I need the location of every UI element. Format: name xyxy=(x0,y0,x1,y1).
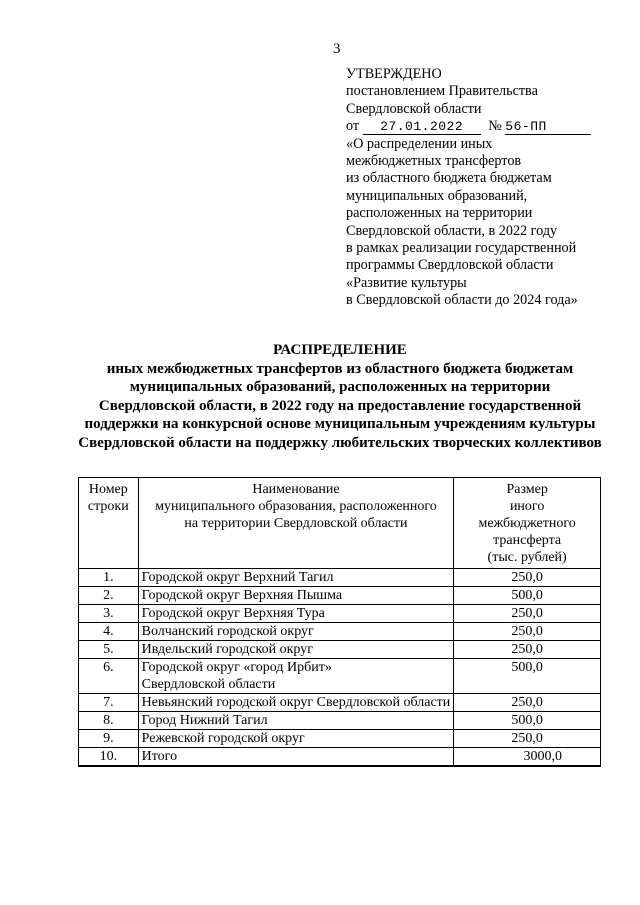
row-amount: 250,0 xyxy=(454,730,601,748)
row-number: 9. xyxy=(79,730,139,748)
row-name: Городской округ «город Ирбит» Свердловской области xyxy=(138,659,454,694)
row-number: 2. xyxy=(79,587,139,605)
heading-line: поддержки на конкурсной основе муниципальным учреждениям культуры xyxy=(84,416,596,432)
approval-date-line xyxy=(346,118,626,135)
row-number: 1. xyxy=(79,569,139,587)
row-name: Невьянский городской округ Свердловской области xyxy=(138,694,454,712)
subject-line: программы Свердловской области xyxy=(346,257,554,274)
row-name: Волчанский городской округ xyxy=(138,623,454,641)
row-name: Ивдельский городской округ xyxy=(138,641,454,659)
row-name: Режевской городской округ xyxy=(138,730,454,748)
page-number: 3 xyxy=(333,41,341,57)
row-amount: 500,0 xyxy=(454,712,601,730)
table-row xyxy=(79,730,601,748)
row-amount: 250,0 xyxy=(454,641,601,659)
number-prefix: № xyxy=(488,118,502,135)
table-row xyxy=(79,694,601,712)
row-amount: 250,0 xyxy=(454,623,601,641)
row-number: 8. xyxy=(79,712,139,730)
subject-line: муниципальных образований, xyxy=(346,187,528,204)
row-name: Город Нижний Тагил xyxy=(138,712,454,730)
heading-line: муниципальных образований, расположенных на территории xyxy=(129,379,551,395)
subject-line: в Свердловской области до 2024 года» xyxy=(346,292,578,309)
approval-number: 56-ПП xyxy=(505,120,591,135)
table-row xyxy=(79,569,601,587)
table-row xyxy=(79,641,601,659)
table-row xyxy=(79,659,601,694)
row-number: 7. xyxy=(79,694,139,712)
row-number: 5. xyxy=(79,641,139,659)
subject-line: «Развитие культуры xyxy=(346,274,467,291)
row-name: Городской округ Верхний Тагил xyxy=(138,569,454,587)
document-heading xyxy=(40,341,640,452)
subject-line: Свердловской области, в 2022 году xyxy=(346,222,558,239)
approval-subject xyxy=(346,136,626,310)
row-name: Городской округ Верхняя Тура xyxy=(138,605,454,623)
subject-line: межбюджетных трансфертов xyxy=(346,153,522,170)
table-row xyxy=(79,605,601,623)
table-row xyxy=(79,587,601,605)
heading-line: иных межбюджетных трансфертов из областного бюджета бюджетам xyxy=(106,360,574,377)
approval-line: постановлением Правительства xyxy=(346,83,538,100)
distribution-table xyxy=(78,477,601,767)
approval-title: УТВЕРЖДЕНО xyxy=(346,66,442,82)
row-name: Городской округ Верхняя Пышма xyxy=(138,587,454,605)
subject-line: из областного бюджета бюджетам xyxy=(346,170,552,187)
row-amount: 250,0 xyxy=(454,694,601,712)
subject-line: в рамках реализации государственной xyxy=(346,240,577,257)
heading-title: РАСПРЕДЕЛЕНИЕ xyxy=(273,342,407,358)
row-number: 10. xyxy=(79,748,139,767)
row-number: 3. xyxy=(79,605,139,623)
row-name: Итого xyxy=(138,748,454,767)
table-total-row xyxy=(79,748,601,767)
heading-line: Свердловской области, в 2022 году на предоставление государственной xyxy=(98,397,582,414)
row-amount: 3000,0 xyxy=(454,748,601,767)
header-municipality-name: Наименование муниципального образования, расположенного на территории Свердловской области xyxy=(138,478,454,569)
date-prefix: от xyxy=(346,118,360,135)
row-number: 4. xyxy=(79,623,139,641)
table-row xyxy=(79,712,601,730)
header-transfer-amount: Размер иного межбюджетного трансферта (тыс. рублей) xyxy=(454,478,601,569)
subject-line: расположенных на территории xyxy=(346,205,533,222)
approval-date: 27.01.2022 xyxy=(363,120,481,135)
row-amount: 250,0 xyxy=(454,569,601,587)
table-row xyxy=(79,623,601,641)
row-number: 6. xyxy=(79,659,139,694)
subject-line: «О распределении иных xyxy=(346,135,493,152)
row-amount: 250,0 xyxy=(454,605,601,623)
row-amount: 500,0 xyxy=(454,659,601,694)
header-row-number: Номер строки xyxy=(79,478,139,569)
row-amount: 500,0 xyxy=(454,587,601,605)
table-header-row xyxy=(79,478,601,569)
approval-line: Свердловской области xyxy=(346,100,482,117)
heading-line: Свердловской области на поддержку любительских творческих коллективов xyxy=(78,434,602,451)
approval-block xyxy=(346,66,626,310)
